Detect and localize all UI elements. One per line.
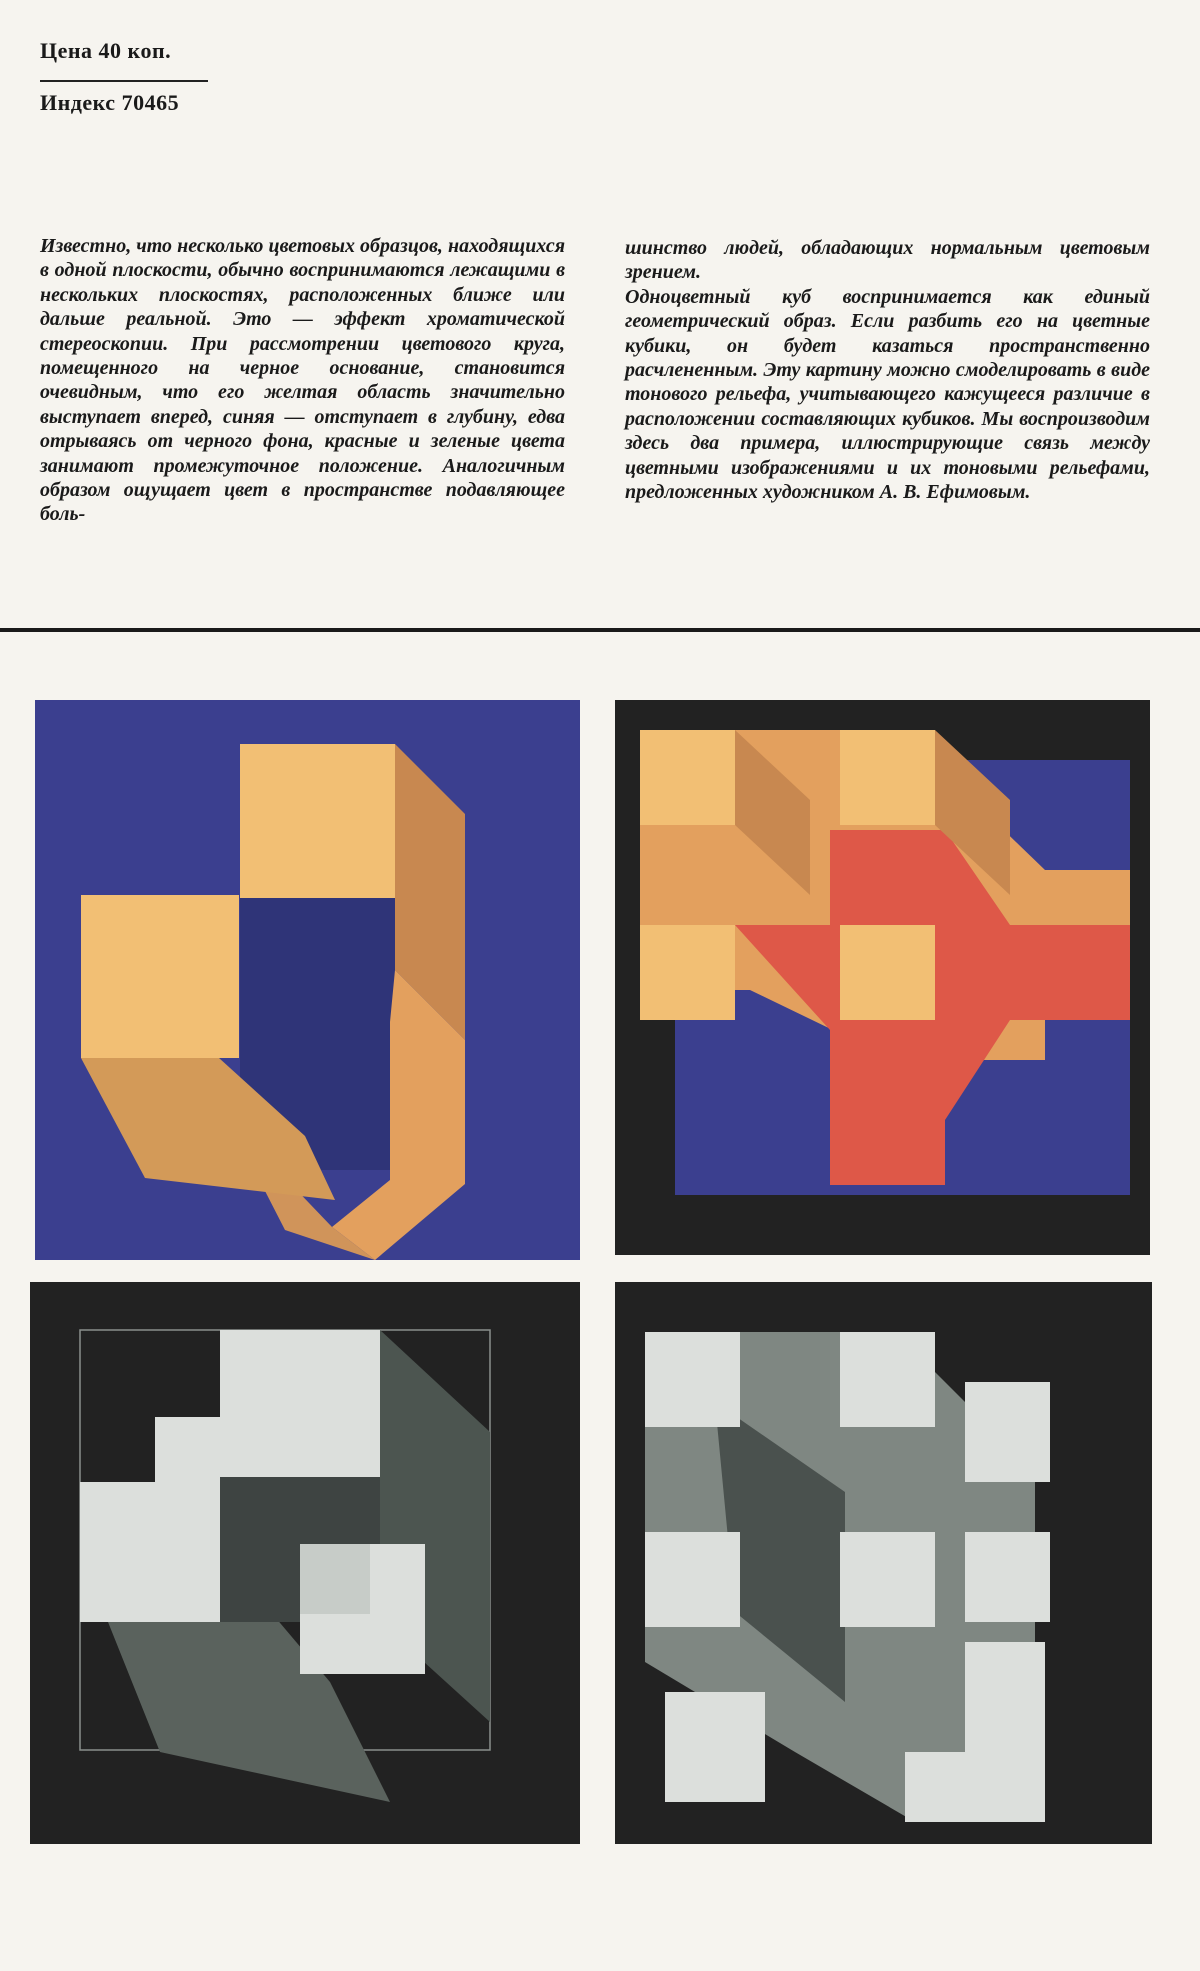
index-label: Индекс 70465 [40, 90, 180, 115]
cube-light-5 [840, 1532, 935, 1627]
cube-orange-1 [640, 730, 735, 825]
figure-tone-2-image [615, 1282, 1152, 1844]
cube-light-large [220, 1330, 380, 1477]
cube-light-4 [645, 1532, 740, 1627]
figure-tone-1 [30, 1282, 580, 1844]
cube-light-6 [965, 1532, 1050, 1622]
cube-light-left [80, 1482, 220, 1622]
cube-orange-3 [640, 925, 735, 1020]
cube-top-front [240, 744, 395, 898]
price-rule [40, 80, 208, 82]
article-column-right [625, 236, 1150, 504]
cube-left-front [81, 895, 239, 1058]
article-paragraph-right-1: шинство людей, обладающих нормальным цветовым зрением. [625, 237, 1150, 284]
cube-light-1 [645, 1332, 740, 1427]
cube-light-corner [300, 1544, 370, 1614]
figure-color-2-image [615, 700, 1150, 1255]
cube-orange-4 [840, 925, 935, 1020]
cube-light-small [155, 1417, 220, 1482]
article-paragraph-left: Известно, что несколько цветовых образцов, находящихся в одной плоскости, обычно воспринимаются лежащими в нескольких плоскостях, расположенных ближе или дальше реальной. Это — эффект хроматической стереоскопии. При рассмотрении цветового круга, помещенного на черное основание, становится очевидным, что его желтая область значительно выступает вперед, синяя — отступает в глубину, едва отрываясь от черного фона, красные и зеленые цвета занимают промежуточное положение. Аналогичным образом ощущает цвет в пространстве подавляющее боль- [40, 235, 565, 526]
section-divider [0, 628, 1200, 632]
article-paragraph-right-2: Одноцветный куб воспринимается как единый геометрический образ. Если разбить его на цветные кубики, он будет казаться пространственно расчлененным. Эту картину можно смоделировать в виде тонового рельефа, учитывающего кажущееся различие в расположении составляющих кубиков. Мы воспроизводим здесь два примера, иллюстрирующие связь между цветными изображениями и их тоновыми рельефами, предложенных художником А. В. Ефимовым. [625, 285, 1150, 504]
cube-light-2 [840, 1332, 935, 1427]
article-column-left [40, 234, 565, 527]
figure-color-1 [35, 700, 580, 1260]
price-label: Цена 40 коп. [40, 38, 172, 63]
cube-light-7 [665, 1692, 765, 1802]
cube-orange-2 [840, 730, 935, 825]
cube-light-3 [965, 1382, 1050, 1482]
figure-tone-2 [615, 1282, 1152, 1844]
figure-tone-1-image [30, 1282, 580, 1844]
figure-color-2 [615, 700, 1150, 1255]
figure-color-1-image [35, 700, 580, 1260]
